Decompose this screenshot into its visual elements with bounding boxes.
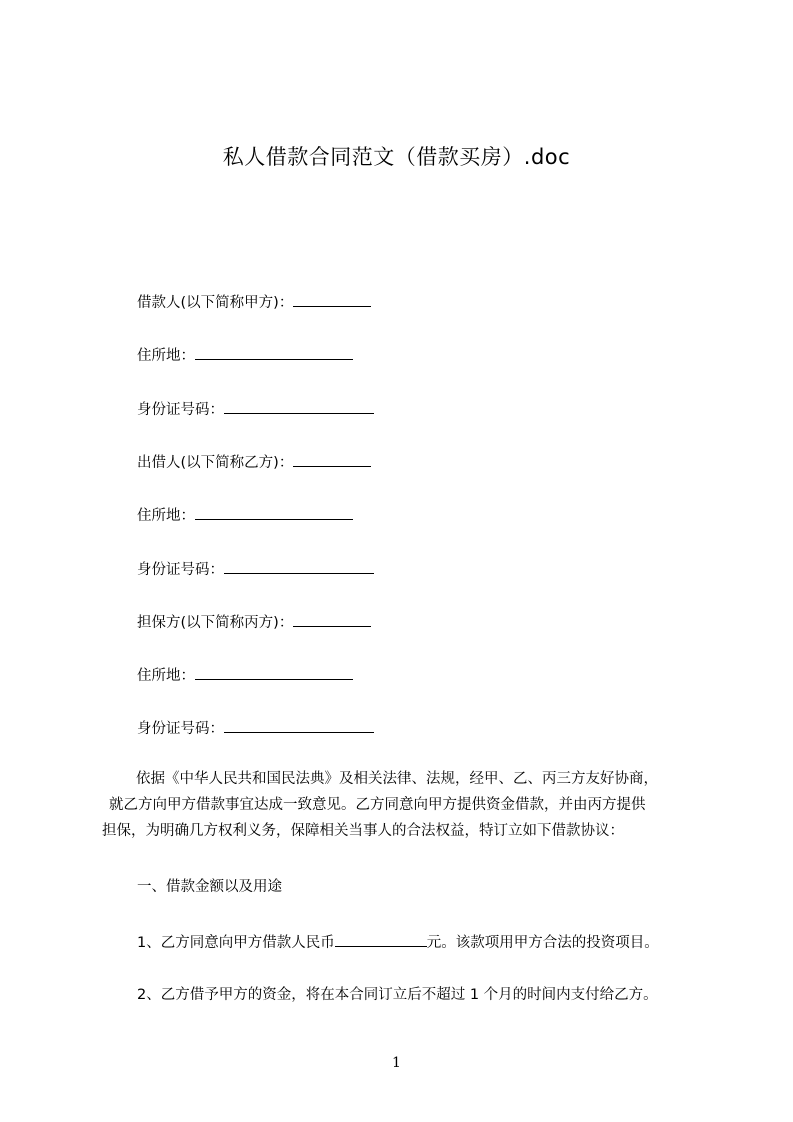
borrower-address-field	[137, 344, 353, 366]
lender-id-field	[137, 558, 374, 580]
lender-id-blank[interactable]	[224, 558, 374, 574]
clause-1	[137, 931, 659, 953]
borrower-field	[137, 291, 371, 313]
borrower-id-blank[interactable]	[224, 398, 374, 414]
guarantor-label: 担保方(以下简称丙方)：	[137, 615, 294, 631]
lender-address-blank[interactable]	[195, 504, 353, 520]
borrower-id-field	[137, 398, 374, 420]
intro-line: 就乙方向甲方借款事宜达成一致意见。乙方同意向甲方提供资金借款，并由丙方提供	[109, 797, 646, 813]
borrower-blank[interactable]	[293, 291, 371, 307]
lender-blank[interactable]	[293, 451, 371, 467]
document-title: 私人借款合同范文（借款买房）.doc	[222, 145, 571, 169]
borrower-id-label: 身份证号码：	[137, 402, 224, 418]
guarantor-id-blank[interactable]	[224, 717, 374, 733]
clause-1-text-before: 1、乙方同意向甲方借款人民币	[137, 935, 335, 951]
lender-id-label: 身份证号码：	[137, 562, 224, 578]
guarantor-blank[interactable]	[293, 611, 371, 627]
loan-amount-blank[interactable]	[335, 931, 427, 947]
borrower-label: 借款人(以下简称甲方)：	[137, 295, 294, 311]
borrower-address-label: 住所地：	[137, 348, 195, 364]
lender-label: 出借人(以下简称乙方)：	[137, 455, 294, 471]
guarantor-address-blank[interactable]	[195, 664, 353, 680]
section-heading: 一、借款金额以及用途	[137, 879, 282, 895]
clause-2: 2、乙方借予甲方的资金，将在本合同订立后不超过 1 个月的时间内支付给乙方。	[137, 987, 658, 1003]
intro-line: 担保，为明确几方权利义务，保障相关当事人的合法权益，特订立如下借款协议：	[102, 823, 624, 839]
clause-1-text-after: 元。该款项用甲方合法的投资项目。	[426, 935, 659, 951]
guarantor-address-field	[137, 664, 353, 686]
intro-line: 依据《中华人民共和国民法典》及相关法律、法规，经甲、乙、丙三方友好协商，	[136, 771, 658, 787]
lender-address-label: 住所地：	[137, 508, 195, 524]
lender-address-field	[137, 504, 353, 526]
guarantor-id-label: 身份证号码：	[137, 721, 224, 737]
guarantor-address-label: 住所地：	[137, 668, 195, 684]
borrower-address-blank[interactable]	[195, 344, 353, 360]
page-number: 1	[392, 1055, 401, 1071]
guarantor-field	[137, 611, 371, 633]
guarantor-id-field	[137, 717, 374, 739]
lender-field	[137, 451, 371, 473]
intro-paragraph	[102, 766, 702, 844]
